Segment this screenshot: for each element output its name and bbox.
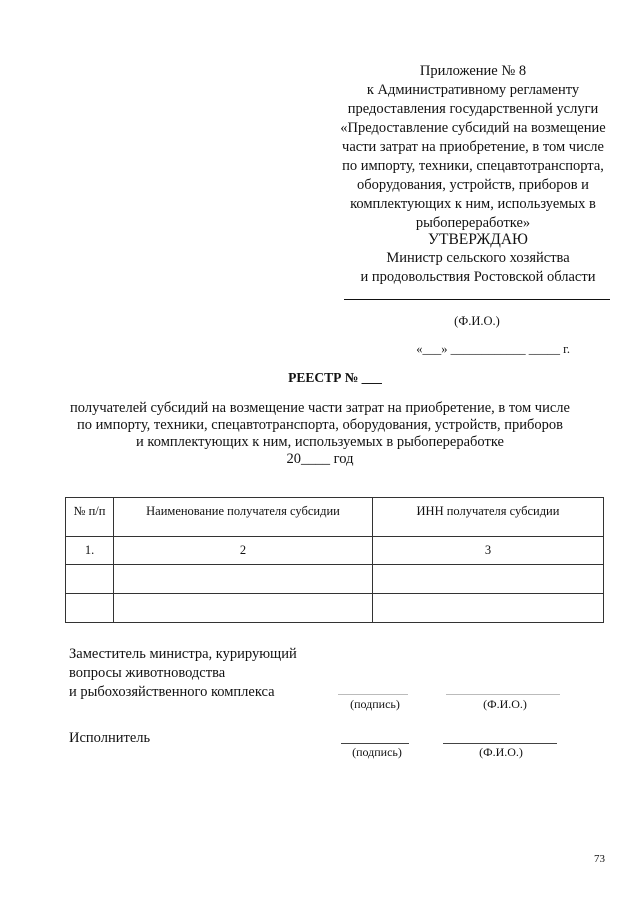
header-cell-inn: ИНН получателя субсидии — [373, 498, 604, 537]
registry-table — [65, 497, 604, 623]
header-cell-number: № п/п — [66, 498, 114, 537]
executor-fio-caption: (Ф.И.О.) — [479, 745, 523, 759]
approval-line: и продовольствия Ростовской области — [360, 269, 596, 285]
approval-signature-line — [344, 299, 610, 300]
registry-title: РЕЕСТР № ___ — [288, 370, 382, 385]
approval-block — [338, 230, 618, 287]
deputy-minister-label — [69, 645, 297, 702]
executor-sign-caption: (подпись) — [352, 745, 402, 759]
appendix-line: по импорту, техники, спецавтотранспорта, — [342, 158, 604, 174]
appendix-line: оборудования, устройств, приборов и — [357, 177, 589, 193]
approval-date: «___» ____________ _____ г. — [416, 342, 570, 356]
executor-signature-line — [341, 743, 409, 744]
appendix-line: части затрат на приобретение, в том числе — [342, 139, 604, 155]
table-header-row — [66, 498, 604, 537]
subtitle-line: получателей субсидий на возмещение части затрат на приобретение, в том числе — [70, 400, 570, 416]
executor-label: Исполнитель — [69, 730, 151, 746]
approval-heading: УТВЕРЖДАЮ — [428, 231, 528, 248]
subtitle-line: и комплектующих к ним, используемых в рыбопереработке — [136, 434, 504, 450]
appendix-line: предоставления государственной услуги — [347, 101, 599, 117]
deputy-fio-line — [446, 694, 560, 695]
deputy-line: вопросы животноводства — [69, 665, 226, 681]
table-cell — [114, 565, 373, 594]
deputy-line: Заместитель министра, курирующий — [69, 646, 297, 662]
deputy-sign-caption: (подпись) — [350, 697, 400, 711]
header-cell-recipient: Наименование получателя субсидии — [114, 498, 373, 537]
page-number: 73 — [594, 853, 605, 865]
table-cell: 3 — [373, 537, 604, 565]
appendix-line: рыбопереработке» — [415, 215, 531, 231]
deputy-fio-caption: (Ф.И.О.) — [483, 697, 527, 711]
appendix-line: комплектующих к ним, используемых в — [350, 196, 596, 212]
table-cell — [114, 594, 373, 623]
executor-fio-line — [443, 743, 557, 744]
table-cell: 1. — [66, 537, 114, 565]
subtitle-line: 20____ год — [286, 451, 354, 467]
table-row — [66, 565, 604, 594]
registry-subtitle — [40, 400, 600, 468]
table-row — [66, 594, 604, 623]
table-cell — [66, 565, 114, 594]
table-cell: 2 — [114, 537, 373, 565]
deputy-line: и рыбохозяйственного комплекса — [69, 684, 275, 700]
appendix-line: к Административному регламенту — [366, 82, 580, 98]
table-cell — [373, 565, 604, 594]
appendix-line: «Предоставление субсидий на возмещение — [340, 120, 606, 136]
subtitle-line: по импорту, техники, спецавтотранспорта, оборудования, устройств, приборов — [77, 417, 563, 433]
appendix-line: Приложение № 8 — [419, 63, 527, 79]
approval-fio-caption: (Ф.И.О.) — [454, 314, 500, 328]
appendix-block — [318, 62, 628, 233]
approval-line: Министр сельского хозяйства — [386, 250, 570, 266]
table-row — [66, 537, 604, 565]
table-cell — [66, 594, 114, 623]
deputy-signature-line — [338, 694, 408, 695]
table-cell — [373, 594, 604, 623]
